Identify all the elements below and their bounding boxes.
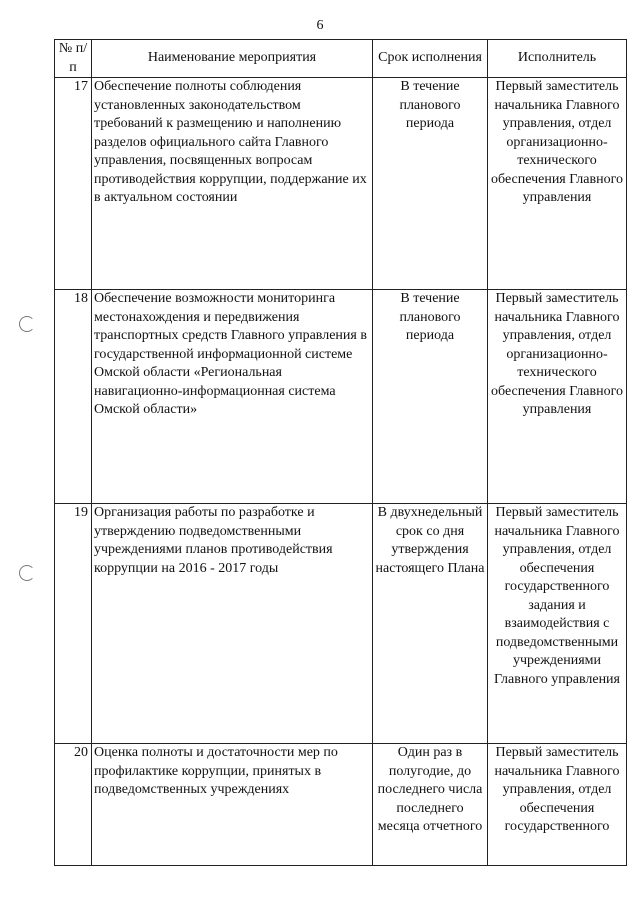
table-row (55, 504, 627, 744)
row-number: 19 (55, 504, 92, 744)
row-term: В течение планового периода (373, 290, 488, 504)
row-number: 17 (55, 78, 92, 290)
row-executor: Первый заместитель начальника Главного управления, отдел организационно-технического обеспечения Главного управления (488, 78, 627, 290)
header-term: Срок исполнения (373, 40, 488, 78)
row-executor: Первый заместитель начальника Главного управления, отдел обеспечения государственного задания и взаимодействия с подведомственными учреждениями Главного управления (488, 504, 627, 744)
header-name: Наименование мероприятия (92, 40, 373, 78)
table-row (55, 78, 627, 290)
row-executor: Первый заместитель начальника Главного управления, отдел обеспечения государственного (488, 744, 627, 866)
header-executor: Исполнитель (488, 40, 627, 78)
table-header-row (55, 40, 627, 78)
row-term: В течение планового периода (373, 78, 488, 290)
page-number: 6 (316, 18, 324, 33)
row-action-name: Обеспечение возможности мониторинга местонахождения и передвижения транспортных средств Главного управления в государственной информационной системе Омской области «Региональная навигационно-информационная система Омской области» (92, 290, 373, 504)
row-executor: Первый заместитель начальника Главного управления, отдел организационно-технического обеспечения Главного управления (488, 290, 627, 504)
row-term: В двухнедельный срок со дня утверждения настоящего Плана (373, 504, 488, 744)
row-action-name: Организация работы по разработке и утверждению подведомственными учреждениями планов противодействия коррупции на 2016 - 2017 годы (92, 504, 373, 744)
row-action-name: Обеспечение полноты соблюдения установленных законодательством требований к размещению и наполнению разделов официального сайта Главного управления, посвященных вопросам противодействия коррупции, поддержание их в актуальном состоянии (92, 78, 373, 290)
row-number: 18 (55, 290, 92, 504)
row-term: Один раз в полугодие, до последнего числа последнего месяца отчетного (373, 744, 488, 866)
table-row (55, 290, 627, 504)
header-num: № п/п (55, 40, 92, 78)
row-action-name: Оценка полноты и достаточности мер по профилактике коррупции, принятых в подведомственных учреждениях (92, 744, 373, 866)
punch-hole-mark (19, 316, 35, 332)
table-row (55, 744, 627, 866)
punch-hole-mark (19, 565, 35, 581)
action-plan-table (54, 39, 627, 866)
row-number: 20 (55, 744, 92, 866)
